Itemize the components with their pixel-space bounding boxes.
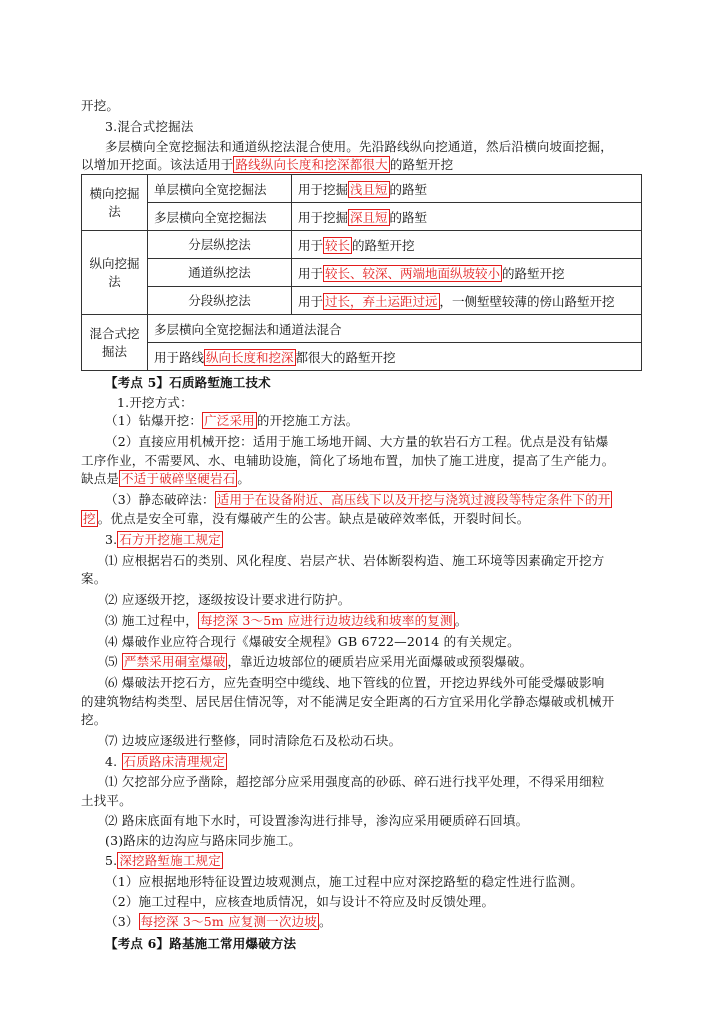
- highlight-box: 每挖深 3～5m 应复测一次边坡: [140, 914, 317, 929]
- text-line: ⑶ 施工过程中， 每挖深 3～5m 应进行边坡边线和坡率的复测 。: [105, 613, 468, 628]
- table-row: [82, 343, 642, 371]
- table-row: [82, 175, 642, 203]
- paragraph-line: ⑹ 爆破法开挖石方，应先查明空中缆线、地下管线的位置，开挖边界线外可能受爆破影响: [105, 675, 605, 690]
- text-line: ⑵ 路床底面有地下水时，可设置渗沟进行排导，渗沟应采用硬质碎石回填。: [105, 813, 529, 828]
- paragraph-line: 缺点是 不适于破碎坚硬岩石 。: [81, 471, 251, 486]
- highlight-box: 石方开挖施工规定: [119, 532, 221, 547]
- highlight-box: 挖: [83, 511, 96, 526]
- text-line: （1）钻爆开挖： 广泛采用 的开挖施工方法。: [105, 413, 359, 428]
- table-row: [82, 231, 642, 259]
- highlight-box: 深挖路堑施工规定: [119, 853, 221, 868]
- group-cell: 纵向挖掘法: [82, 231, 148, 315]
- highlight-box: 适用于在设备附近、高压线下以及开挖与浇筑过渡段等特定条件下的开: [216, 492, 611, 507]
- highlight-box: 石质路床清理规定: [123, 754, 226, 769]
- highlight-box: 深且短: [350, 209, 388, 225]
- section-heading: 3. 石方开挖施工规定: [105, 532, 221, 547]
- paragraph-line: 以增加开挖面。该法适用于 路线纵向长度和挖深都很大 的路堑开挖: [81, 157, 454, 172]
- group-cell: 混合式挖掘法: [82, 315, 148, 371]
- text-line: ⑵ 应逐级开挖，逐级按设计要求进行防护。: [105, 592, 351, 607]
- method-cell: 分层纵挖法: [148, 231, 292, 259]
- method-cell: 单层横向全宽挖掘法: [148, 175, 292, 203]
- text-line: （3） 每挖深 3～5m 应复测一次边坡 。: [105, 914, 332, 929]
- text-line: 1.开挖方式：: [117, 395, 193, 410]
- section-title: 【考点 6】路基施工常用爆破方法: [105, 936, 297, 951]
- section-heading: 3.混合式挖掘法: [105, 119, 194, 134]
- section-heading: 5. 深挖路堑施工规定: [105, 853, 221, 868]
- usage-cell: 多层横向全宽挖掘法和通道法混合: [148, 315, 642, 343]
- highlight-box: 过长，弃土运距过远: [325, 293, 438, 309]
- paragraph-line: 案。: [81, 571, 107, 586]
- method-cell: 多层横向全宽挖掘法: [148, 203, 292, 231]
- text-line: 开挖。: [81, 98, 120, 113]
- paragraph-line: 挖 。优点是安全可靠，没有爆破产生的公害。缺点是破碎效率低，开裂时间长。: [83, 511, 530, 526]
- highlight-box: 纵向长度和挖深: [206, 349, 294, 365]
- usage-cell: 用于 较长 的路堑开挖: [292, 231, 642, 259]
- highlight-box: 较长、较深、两端地面纵坡较小: [325, 265, 501, 281]
- table-row: [82, 203, 642, 231]
- text-line: ⑸ 严禁采用硐室爆破 ，靠近边坡部位的硬质岩应采用光面爆破或预裂爆破。: [105, 654, 533, 669]
- group-cell: 横向挖掘法: [82, 175, 148, 231]
- text-line: ⑺ 边坡应逐级进行整修，同时清除危石及松动石块。: [105, 733, 402, 748]
- table-row: [82, 259, 642, 287]
- usage-cell: 用于路线 纵向长度和挖深 都很大的路堑开挖: [148, 343, 642, 371]
- highlight-box: 每挖深 3～5m 应进行边坡边线和坡率的复测: [200, 613, 453, 628]
- text-line: （2）施工过程中，应核查地质情况，如与设计不符应及时反馈处理。: [105, 894, 495, 909]
- paragraph-line: 土找平。: [81, 793, 132, 808]
- usage-cell: 用于 过长，弃土运距过远 ，一侧堑壁较薄的傍山路堑开挖: [292, 287, 642, 315]
- highlight-box: 路线纵向长度和挖深都很大: [235, 157, 388, 172]
- highlight-box: 较长: [325, 237, 351, 253]
- usage-cell: 用于 较长、较深、两端地面纵坡较小 的路堑开挖: [292, 259, 642, 287]
- table-row: [82, 287, 642, 315]
- method-cell: 通道纵挖法: [148, 259, 292, 287]
- usage-cell: 用于挖掘 深且短 的路堑: [292, 203, 642, 231]
- excavation-methods-table: [81, 174, 642, 371]
- paragraph-line: 的建筑物结构类型、居民居住情况等，对不能满足安全距离的石方宜采用化学静态爆破或机械开: [81, 694, 615, 709]
- section-heading: 4. 石质路床清理规定: [105, 754, 226, 769]
- text-line: (3)路床的边沟应与路床同步施工。: [105, 833, 302, 848]
- section-title: 【考点 5】石质路堑施工技术: [105, 375, 271, 390]
- paragraph-line: （2）直接应用机械开挖：适用于施工场地开阔、大方量的软岩石方工程。优点是没有钻爆: [105, 434, 609, 449]
- table-row: [82, 315, 642, 343]
- paragraph-line: 工序作业，不需要风、水、电辅助设施，简化了场地布置，加快了施工进度，提高了生产能力。: [81, 453, 615, 468]
- highlight-box: 严禁采用硐室爆破: [123, 654, 226, 669]
- usage-cell: 用于挖掘 浅且短 的路堑: [292, 175, 642, 203]
- text-line: ⑷ 爆破作业应符合现行《爆破安全规程》GB 6722—2014 的有关规定。: [105, 634, 520, 649]
- paragraph-line: 挖。: [81, 712, 107, 727]
- highlight-box: 不适于破碎坚硬岩石: [121, 471, 236, 486]
- highlight-box: 广泛采用: [204, 413, 255, 428]
- paragraph-line: ⑴ 欠挖部分应予凿除，超挖部分应采用强度高的砂砾、碎石进行找平处理，不得采用细粒: [105, 774, 605, 789]
- paragraph-line: 多层横向全宽挖掘法和通道纵挖法混合使用。先沿路线纵向挖通道，然后沿横向坡面挖掘，: [105, 139, 614, 154]
- paragraph-line: （3）静态破碎法： 适用于在设备附近、高压线下以及开挖与浇筑过渡段等特定条件下的开: [105, 492, 611, 507]
- text-line: （1）应根据地形特征设置边坡观测点，施工过程中应对深挖路堑的稳定性进行监测。: [105, 874, 584, 889]
- paragraph-line: ⑴ 应根据岩石的类别、风化程度、岩层产状、岩体断裂构造、施工环境等因素确定开挖方: [105, 553, 605, 568]
- method-cell: 分段纵挖法: [148, 287, 292, 315]
- highlight-box: 浅且短: [350, 181, 388, 197]
